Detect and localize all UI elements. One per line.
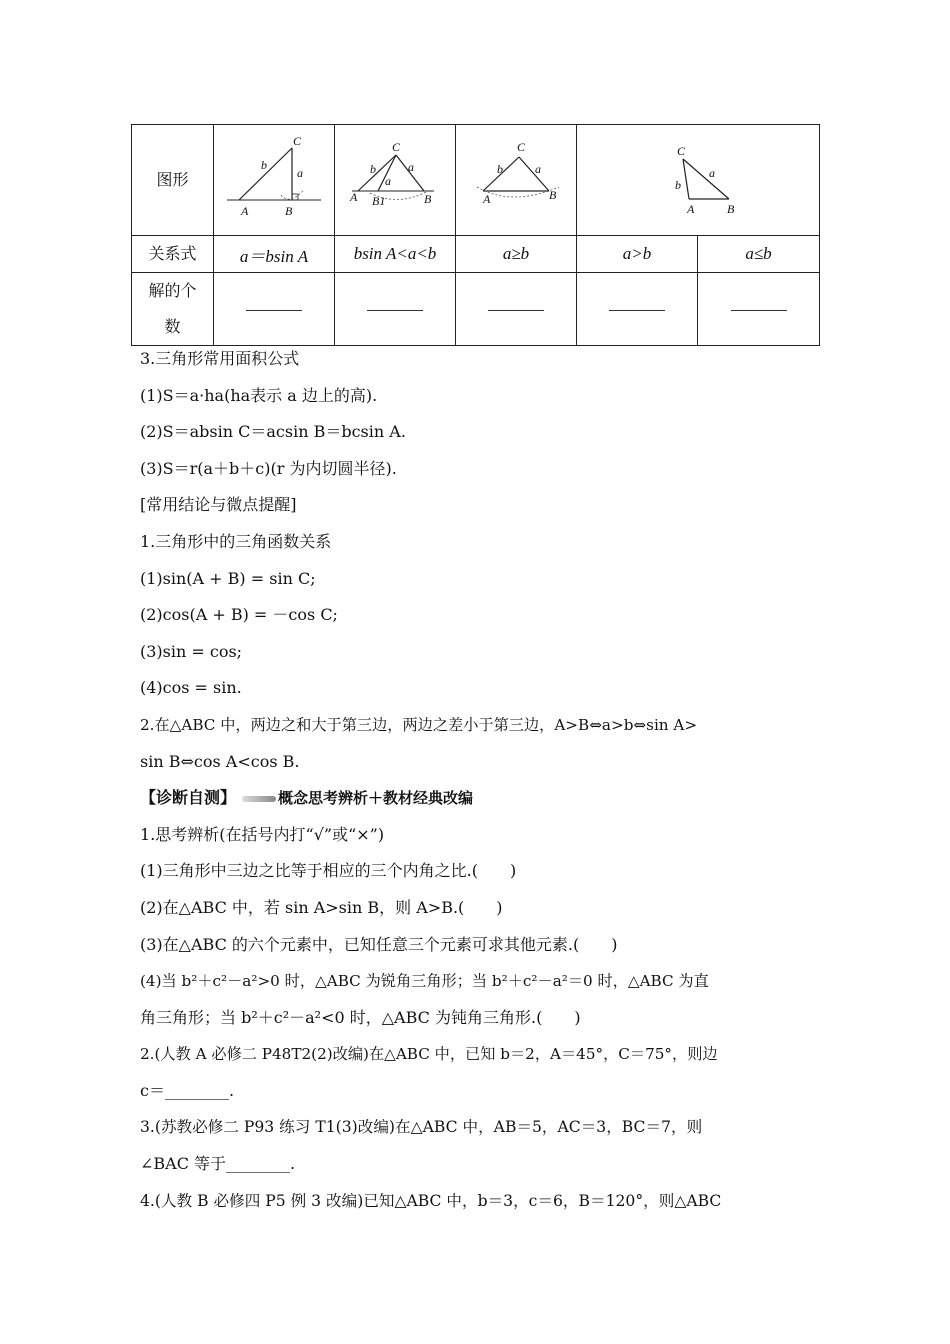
text-line: 1.三角形中的三角函数关系 <box>140 531 332 551</box>
question-line: (3)在△ABC 的六个元素中，已知任意三个元素可求其他元素.( ) <box>140 934 618 954</box>
solution-count-blank[interactable] <box>335 273 456 346</box>
solution-count-blank[interactable] <box>577 273 698 346</box>
solution-count-blank[interactable] <box>698 273 820 346</box>
relation-cell: a≥b <box>456 236 577 273</box>
section-heading: [常用结论与微点提醒] <box>140 495 297 515</box>
fig1-label-a-vertex: A <box>241 203 249 218</box>
fig1-label-a: a <box>297 165 303 180</box>
question-line: (2)在△ABC 中，若 sin A>sin B，则 A>B.( ) <box>140 897 503 917</box>
fig2-label-a-vertex: A <box>350 189 358 204</box>
answer-blank[interactable] <box>488 309 544 311</box>
row-label-figure: 图形 <box>132 125 214 236</box>
text-line: sin B⇔cos A<cos B. <box>140 751 300 771</box>
fig4-label-c: C <box>677 143 686 158</box>
formula-line: (3)sin = cos; <box>140 641 243 661</box>
question-line: 3.(苏教必修二 P93 练习 T1(3)改编)在△ABC 中，AB＝5，AC＝3，BC＝7，则 <box>140 1118 703 1137</box>
fig3-label-a-vertex: A <box>483 191 491 206</box>
relation-cell: a≤b <box>698 236 820 273</box>
question-line: 1.思考辨析(在括号内打“√”或“×”) <box>140 824 385 844</box>
solution-count-blank[interactable] <box>214 273 335 346</box>
fig4-label-a-vertex: A <box>687 201 695 216</box>
formula-line: (3)S＝r(a＋b＋c)(r 为内切圆半径). <box>140 458 397 478</box>
fig4-label-b-vertex: B <box>727 201 735 216</box>
fig1-label-b: b <box>261 157 267 172</box>
diagnosis-title: 【诊断自测】 <box>140 788 237 808</box>
fig2-label-b-vertex: B <box>424 191 432 206</box>
fig3-label-c: C <box>517 139 526 154</box>
fig3-label-b-vertex: B <box>549 187 557 202</box>
question-line: (4)当 b²＋c²－a²>0 时，△ABC 为锐角三角形；当 b²＋c²－a²＝0 时，△ABC 为直 <box>140 972 709 991</box>
diagnosis-heading <box>140 780 812 817</box>
triangle-solutions-table <box>131 124 820 346</box>
figure-obtuse-triangle <box>577 125 820 236</box>
fig2-label-b1-vertex: B1 <box>372 193 386 208</box>
fig1-label-c: C <box>293 133 302 148</box>
relation-cell: a>b <box>577 236 698 273</box>
fig2-label-a: a <box>408 159 414 174</box>
relation-cell: bsin A<a<b <box>335 236 456 273</box>
figure-row <box>132 125 820 236</box>
row-label-solution-count: 解的个数 <box>132 273 214 346</box>
question-line: ∠BAC 等于________. <box>140 1154 296 1174</box>
body-text <box>140 341 812 1219</box>
row-label-relation: 关系式 <box>132 236 214 273</box>
question-line: (1)三角形中三边之比等于相应的三个内角之比.( ) <box>140 861 517 881</box>
formula-line: (1)S＝a·ha(ha表示 a 边上的高). <box>140 385 378 405</box>
answer-blank[interactable] <box>609 309 665 311</box>
fig3-label-a: a <box>535 161 541 176</box>
text-line: 2.在△ABC 中，两边之和大于第三边，两边之差小于第三边，A>B⇔a>b⇔sin A> <box>140 715 698 734</box>
solution-count-blank[interactable] <box>456 273 577 346</box>
question-line: c＝________. <box>140 1080 235 1100</box>
fig2-label-b: b <box>370 161 376 176</box>
arrow-icon <box>242 796 276 802</box>
relation-row <box>132 236 820 273</box>
diagnosis-subtitle: 概念思考辨析＋教材经典改编 <box>278 789 474 808</box>
question-line: 角三角形；当 b²＋c²－a²<0 时，△ABC 为钝角三角形.( ) <box>140 1007 581 1027</box>
section-heading: 3.三角形常用面积公式 <box>140 349 300 368</box>
fig4-label-b: b <box>675 177 681 192</box>
fig2-label-a-inner: a <box>385 173 391 188</box>
formula-line: (2)S＝absin C＝acsin B＝bcsin A. <box>140 422 406 442</box>
figure-two-solutions <box>335 125 456 236</box>
answer-blank[interactable] <box>246 309 302 311</box>
fig3-label-b: b <box>497 161 503 176</box>
solution-count-row <box>132 273 820 346</box>
formula-line: (2)cos(A + B) = －cos C; <box>140 605 338 625</box>
fig4-label-a: a <box>709 165 715 180</box>
figure-right-triangle <box>214 125 335 236</box>
question-line: 2.(人教 A 必修二 P48T2(2)改编)在△ABC 中，已知 b＝2，A＝45°，C＝75°，则边 <box>140 1045 718 1064</box>
answer-blank[interactable] <box>731 309 787 311</box>
relation-cell: a＝bsin A <box>214 236 335 273</box>
fig1-label-b-vertex: B <box>285 203 293 218</box>
question-line: 4.(人教 B 必修四 P5 例 3 改编)已知△ABC 中，b＝3，c＝6，B＝120°，则△ABC <box>140 1191 722 1210</box>
formula-line: (4)cos = sin. <box>140 678 242 698</box>
answer-blank[interactable] <box>367 309 423 311</box>
formula-line: (1)sin(A + B) = sin C; <box>140 568 316 588</box>
figure-one-solution-acute <box>456 125 577 236</box>
fig2-label-c: C <box>392 139 401 154</box>
